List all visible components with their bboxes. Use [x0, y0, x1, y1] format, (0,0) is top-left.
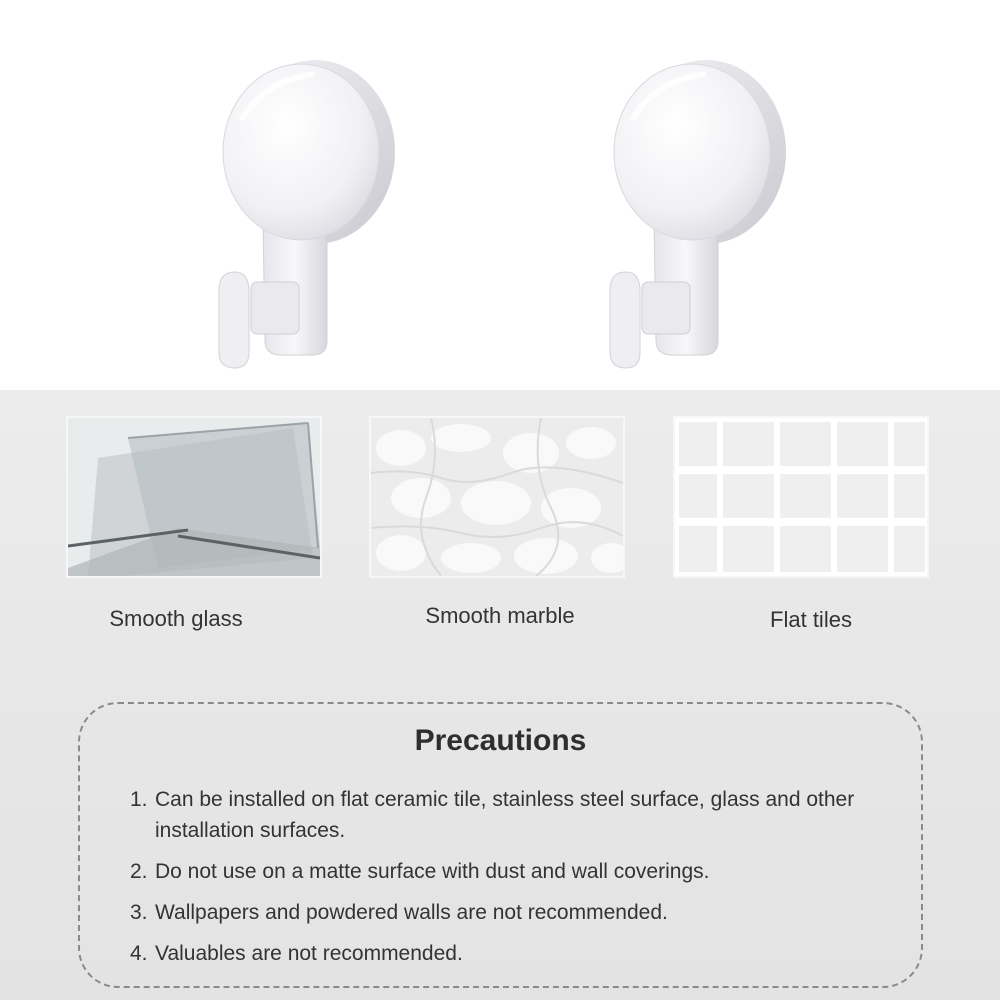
item-number: 1.	[130, 788, 148, 811]
tiles-surface-image	[673, 416, 929, 578]
suction-hook-image	[205, 40, 405, 370]
glass-surface-image	[66, 416, 322, 578]
precaution-item	[130, 897, 900, 928]
product-photo-area	[0, 0, 1000, 390]
surface-label-marble: Smooth marble	[425, 603, 575, 628]
suction-hook-image	[596, 40, 796, 370]
item-text: Do not use on a matte surface with dust and wall coverings.	[155, 860, 710, 883]
item-text: Can be installed on flat ceramic tile, stainless steel surface, glass and other installation surfaces.	[155, 788, 855, 842]
item-number: 3.	[130, 901, 148, 924]
surface-label-tiles: Flat tiles	[770, 607, 852, 632]
precaution-item	[130, 856, 900, 887]
precautions-box	[78, 702, 923, 988]
precautions-list	[130, 784, 900, 979]
item-number: 2.	[130, 860, 148, 883]
item-number: 4.	[130, 942, 148, 965]
precaution-item	[130, 938, 900, 969]
precaution-item	[130, 784, 900, 846]
precautions-title: Precautions	[414, 724, 587, 757]
item-text: Valuables are not recommended.	[155, 942, 463, 965]
marble-surface-image	[369, 416, 625, 578]
surface-label-glass: Smooth glass	[109, 606, 243, 631]
item-text: Wallpapers and powdered walls are not recommended.	[155, 901, 668, 924]
